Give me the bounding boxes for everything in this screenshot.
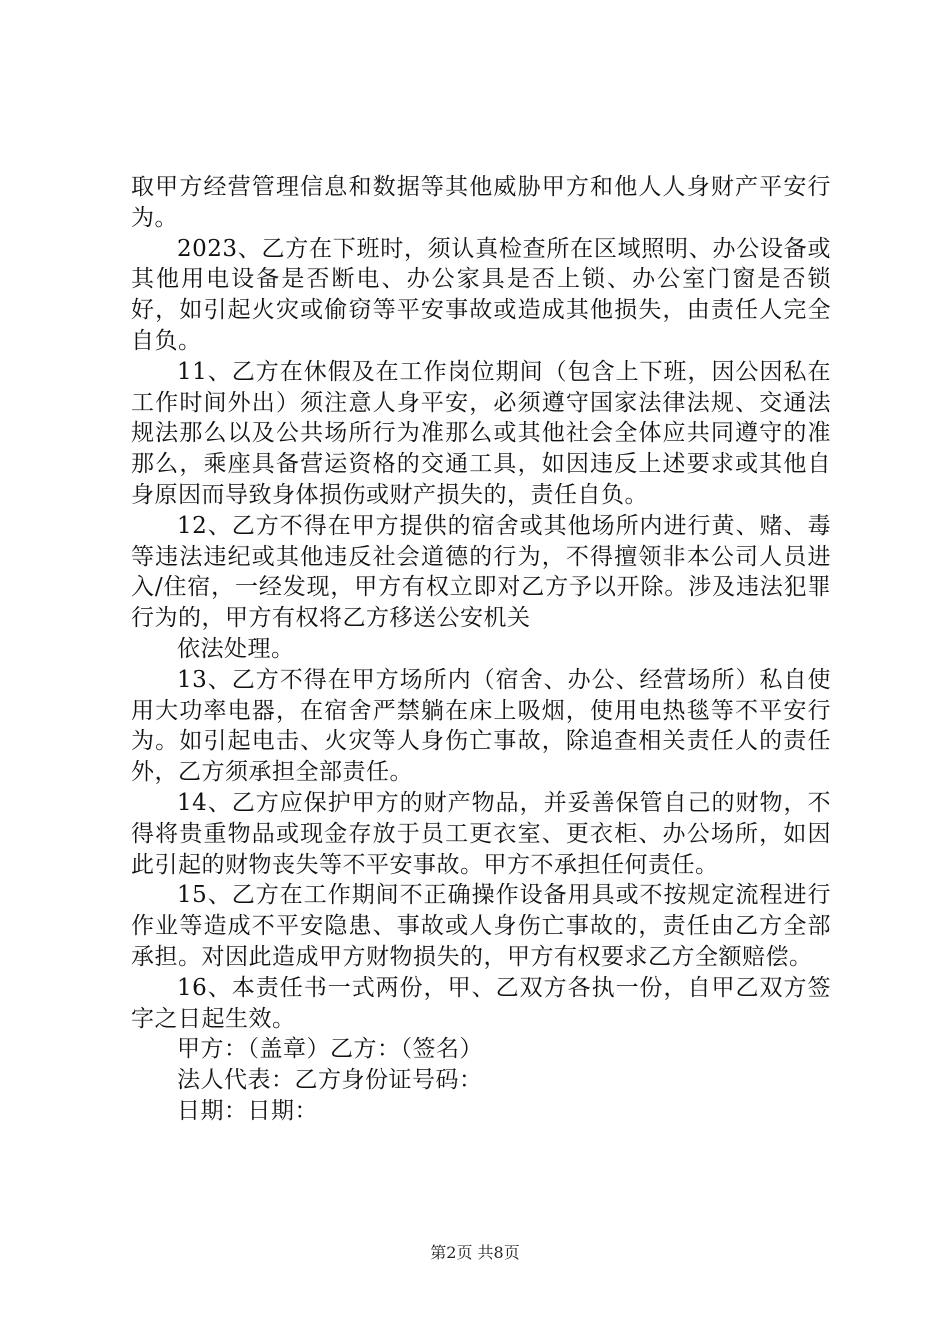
paragraph-clause-15: 15、乙方在工作期间不正确操作设备用具或不按规定流程进行作业等造成不平安隐患、事故或人身伤亡事故的，责任由乙方全部承担。对因此造成甲方财物损失的，甲方有权要求乙方全额赔偿。 <box>131 882 831 970</box>
signature-block <box>131 1034 831 1126</box>
paragraph-clause-12-continued: 依法处理。 <box>177 635 295 662</box>
paragraph-continued: 取甲方经营管理信息和数据等其他威胁甲方和他人人身财产平安行为。 <box>131 174 831 231</box>
paragraph-clause-14: 14、乙方应保护甲方的财产物品，并妥善保管自己的财物，不得将贵重物品或现金存放于员工更衣室、更衣柜、办公场所，如因此引起的财物丧失等不平安事故。甲方不承担任何责任。 <box>131 789 831 878</box>
page-number-footer: 第2页 共8页 <box>430 1243 520 1262</box>
paragraph-clause-13: 13、乙方不得在甲方场所内（宿舍、办公、经营场所）私自使用大功率电器，在宿舍严禁躺在床上吸烟，使用电热毯等不平安行为。如引起电击、火灾等人身伤亡事故，除追查相关责任人的责任外，乙方须承担全部责任。 <box>131 666 831 786</box>
document-body <box>131 172 831 1127</box>
paragraph-clause-11: 11、乙方在休假及在工作岗位期间（包含上下班，因公因私在工作时间外出）须注意人身平安，必须遵守国家法律法规、交通法规法那么以及公共场所行为准那么或其他社会全体应共同遵守的准那么，乘座具备营运资格的交通工具，如因违反上述要求或其他自身原因而导致身体损伤或财产损失的，责任自负。 <box>131 358 831 508</box>
signature-representative: 法人代表：乙方身份证号码： <box>177 1067 483 1094</box>
paragraph-clause-16: 16、本责任书一式两份，甲、乙双方各执一份，自甲乙双方签字之日起生效。 <box>131 974 831 1032</box>
paragraph-clause-2023: 2023、乙方在下班时，须认真检查所在区域照明、办公设备或其他用电设备是否断电、办公家具是否上锁、办公室门窗是否锁好，如引起火灾或偷窃等平安事故或造成其他损失，由责任人完全自负。 <box>131 235 831 354</box>
signature-dates: 日期：日期： <box>177 1097 318 1124</box>
signature-parties: 甲方：（盖章）乙方：（签名） <box>177 1036 483 1063</box>
paragraph-clause-12: 12、乙方不得在甲方提供的宿舍或其他场所内进行黄、赌、毒等违法违纪或其他违反社会道德的行为，不得擅领非本公司人员进入/住宿，一经发现，甲方有权立即对乙方予以开除。涉及违法犯罪行为的，甲方有权将乙方移送公安机关 <box>131 512 831 632</box>
